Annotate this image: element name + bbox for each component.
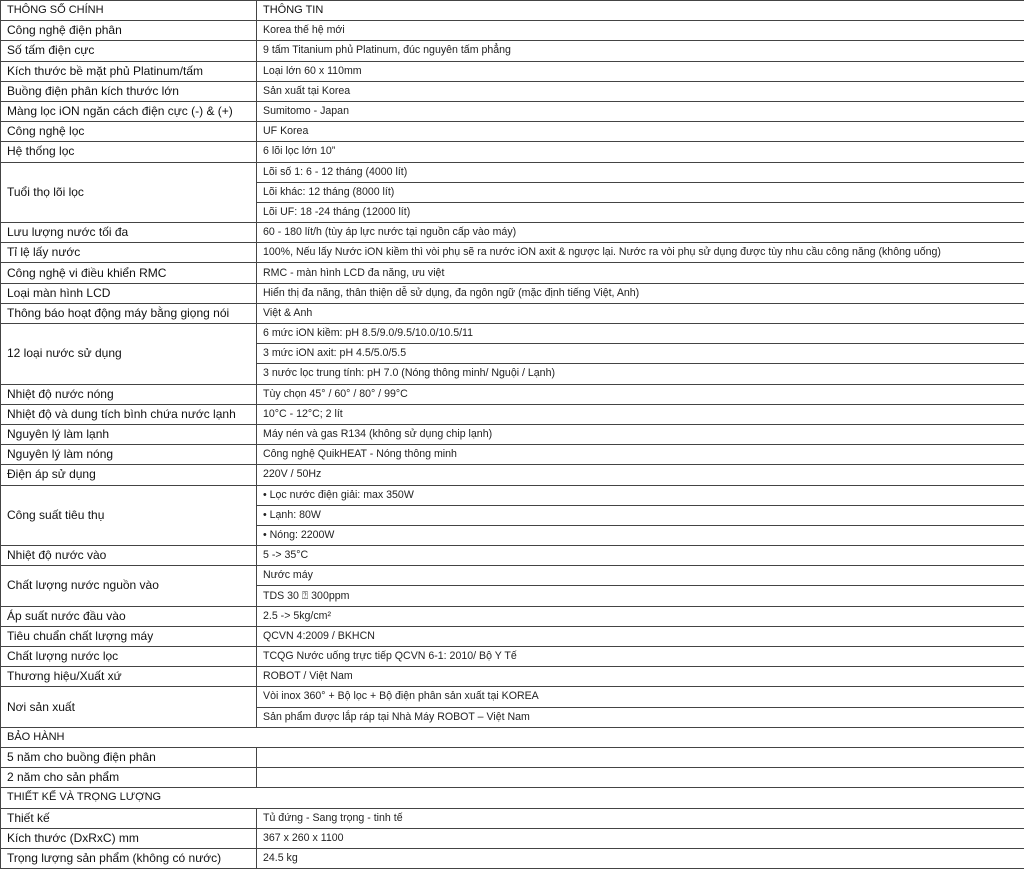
empty-cell xyxy=(257,768,1024,788)
spec-value: Sản xuất tại Korea xyxy=(257,81,1024,101)
spec-value: 220V / 50Hz xyxy=(257,465,1024,485)
spec-label: 12 loại nước sử dụng xyxy=(1,324,257,385)
spec-label: Nguyên lý làm lạnh xyxy=(1,424,257,444)
table-row xyxy=(1,808,1024,828)
table-row xyxy=(1,566,1024,586)
spec-label: Buồng điện phân kích thước lớn xyxy=(1,81,257,101)
table-row xyxy=(1,384,1024,404)
table-row xyxy=(1,848,1024,868)
spec-label: Nhiệt độ và dung tích bình chứa nước lạnh xyxy=(1,404,257,424)
spec-label: Công nghệ vi điều khiển RMC xyxy=(1,263,257,283)
spec-label: Trọng lượng sản phẩm (không có nước) xyxy=(1,848,257,868)
spec-label: Tỉ lệ lấy nước xyxy=(1,243,257,263)
spec-value: Tùy chọn 45° / 60° / 80° / 99°C xyxy=(257,384,1024,404)
table-row xyxy=(1,606,1024,626)
design-title: THIẾT KẾ VÀ TRỌNG LƯỢNG xyxy=(1,788,1024,808)
spec-value: 100%, Nếu lấy Nước iON kiềm thì vòi phụ sẽ ra nước iON axit & ngược lại. Nước ra vòi phụ sử dụng được tùy nhu cầu công năng (không uống) xyxy=(257,243,1024,263)
table-row xyxy=(1,243,1024,263)
spec-label: Nhiệt độ nước vào xyxy=(1,546,257,566)
spec-value: 5 -> 35°C xyxy=(257,546,1024,566)
spec-value: QCVN 4:2009 / BKHCN xyxy=(257,626,1024,646)
table-row xyxy=(1,424,1024,444)
warranty-item: 5 năm cho buồng điện phân xyxy=(1,747,257,767)
section-header-row xyxy=(1,788,1024,808)
spec-value: TCQG Nước uống trực tiếp QCVN 6-1: 2010/ Bộ Y Tế xyxy=(257,647,1024,667)
spec-label: Thương hiệu/Xuất xứ xyxy=(1,667,257,687)
spec-label: Nơi sản xuất xyxy=(1,687,257,727)
spec-label: Áp suất nước đầu vào xyxy=(1,606,257,626)
spec-label: Chất lượng nước lọc xyxy=(1,647,257,667)
spec-label: Nhiệt độ nước nóng xyxy=(1,384,257,404)
spec-label: Thiết kế xyxy=(1,808,257,828)
spec-label: Công suất tiêu thụ xyxy=(1,485,257,546)
spec-value: • Lạnh: 80W xyxy=(257,505,1024,525)
spec-value: Sumitomo - Japan xyxy=(257,101,1024,121)
spec-label: Công nghệ lọc xyxy=(1,122,257,142)
table-header-row xyxy=(1,1,1024,21)
spec-value: 9 tấm Titanium phủ Platinum, đúc nguyên tấm phẳng xyxy=(257,41,1024,61)
spec-value: Vòi inox 360° + Bộ lọc + Bộ điện phân sản xuất tại KOREA xyxy=(257,687,1024,707)
spec-value: • Nóng: 2200W xyxy=(257,525,1024,545)
spec-value: Lõi khác: 12 tháng (8000 lít) xyxy=(257,182,1024,202)
table-row xyxy=(1,223,1024,243)
table-row xyxy=(1,61,1024,81)
table-row xyxy=(1,445,1024,465)
table-row xyxy=(1,122,1024,142)
header-col2: THÔNG TIN xyxy=(257,1,1024,21)
spec-label: Số tấm điện cực xyxy=(1,41,257,61)
table-row xyxy=(1,41,1024,61)
table-row xyxy=(1,162,1024,182)
table-row xyxy=(1,626,1024,646)
warranty-item: 2 năm cho sản phẩm xyxy=(1,768,257,788)
table-row xyxy=(1,546,1024,566)
spec-value: Tủ đứng - Sang trọng - tinh tế xyxy=(257,808,1024,828)
spec-label: Chất lượng nước nguồn vào xyxy=(1,566,257,606)
spec-value: UF Korea xyxy=(257,122,1024,142)
spec-label: Lưu lượng nước tối đa xyxy=(1,223,257,243)
spec-label: Kích thước (DxRxC) mm xyxy=(1,828,257,848)
spec-value: 6 mức iON kiềm: pH 8.5/9.0/9.5/10.0/10.5/11 xyxy=(257,324,1024,344)
table-row xyxy=(1,263,1024,283)
table-row xyxy=(1,667,1024,687)
spec-value: Lõi số 1: 6 - 12 tháng (4000 lít) xyxy=(257,162,1024,182)
spec-label: Công nghệ điện phân xyxy=(1,21,257,41)
table-row xyxy=(1,828,1024,848)
spec-value: 10°C - 12°C; 2 lít xyxy=(257,404,1024,424)
empty-cell xyxy=(257,747,1024,767)
spec-label: Loại màn hình LCD xyxy=(1,283,257,303)
spec-value: • Lọc nước điện giải: max 350W xyxy=(257,485,1024,505)
table-row xyxy=(1,303,1024,323)
spec-label: Nguyên lý làm nóng xyxy=(1,445,257,465)
spec-value: 367 x 260 x 1100 xyxy=(257,828,1024,848)
spec-value: Nước máy xyxy=(257,566,1024,586)
spec-value: Korea thế hệ mới xyxy=(257,21,1024,41)
table-row xyxy=(1,21,1024,41)
table-row xyxy=(1,465,1024,485)
spec-value: 3 nước lọc trung tính: pH 7.0 (Nóng thông minh/ Nguội / Lạnh) xyxy=(257,364,1024,384)
table-row xyxy=(1,142,1024,162)
section-header-row xyxy=(1,727,1024,747)
spec-value: TDS 30 ⍰ 300ppm xyxy=(257,586,1024,606)
header-col1: THÔNG SỐ CHÍNH xyxy=(1,1,257,21)
spec-value: 6 lõi lọc lớn 10” xyxy=(257,142,1024,162)
spec-value: 3 mức iON axit: pH 4.5/5.0/5.5 xyxy=(257,344,1024,364)
table-row xyxy=(1,81,1024,101)
spec-label: Màng lọc iON ngăn cách điện cực (-) & (+) xyxy=(1,101,257,121)
spec-value: Sản phẩm được lắp ráp tại Nhà Máy ROBOT – Việt Nam xyxy=(257,707,1024,727)
spec-label: Tuổi thọ lõi lọc xyxy=(1,162,257,223)
table-row xyxy=(1,768,1024,788)
spec-value: 60 - 180 lít/h (tùy áp lực nước tại nguồn cấp vào máy) xyxy=(257,223,1024,243)
table-row xyxy=(1,647,1024,667)
table-row xyxy=(1,687,1024,707)
spec-value: Hiển thị đa năng, thân thiện dễ sử dụng, đa ngôn ngữ (mặc định tiếng Việt, Anh) xyxy=(257,283,1024,303)
table-row xyxy=(1,404,1024,424)
spec-value: Công nghệ QuikHEAT - Nóng thông minh xyxy=(257,445,1024,465)
spec-label: Kích thước bề mặt phủ Platinum/tấm xyxy=(1,61,257,81)
spec-value: Loại lớn 60 x 110mm xyxy=(257,61,1024,81)
warranty-title: BẢO HÀNH xyxy=(1,727,1024,747)
spec-value: 2.5 -> 5kg/cm² xyxy=(257,606,1024,626)
spec-label: Điện áp sử dụng xyxy=(1,465,257,485)
spec-value: ROBOT / Việt Nam xyxy=(257,667,1024,687)
spec-value: RMC - màn hình LCD đa năng, ưu việt xyxy=(257,263,1024,283)
table-row xyxy=(1,747,1024,767)
spec-value: 24.5 kg xyxy=(257,848,1024,868)
table-row xyxy=(1,283,1024,303)
spec-label: Thông báo hoạt động máy bằng giọng nói xyxy=(1,303,257,323)
spec-value: Lõi UF: 18 -24 tháng (12000 lít) xyxy=(257,202,1024,222)
table-row xyxy=(1,101,1024,121)
spec-label: Hệ thống lọc xyxy=(1,142,257,162)
table-row xyxy=(1,485,1024,505)
spec-label: Tiêu chuẩn chất lượng máy xyxy=(1,626,257,646)
spec-value: Việt & Anh xyxy=(257,303,1024,323)
table-row xyxy=(1,324,1024,344)
spec-value: Máy nén và gas R134 (không sử dụng chip lạnh) xyxy=(257,424,1024,444)
